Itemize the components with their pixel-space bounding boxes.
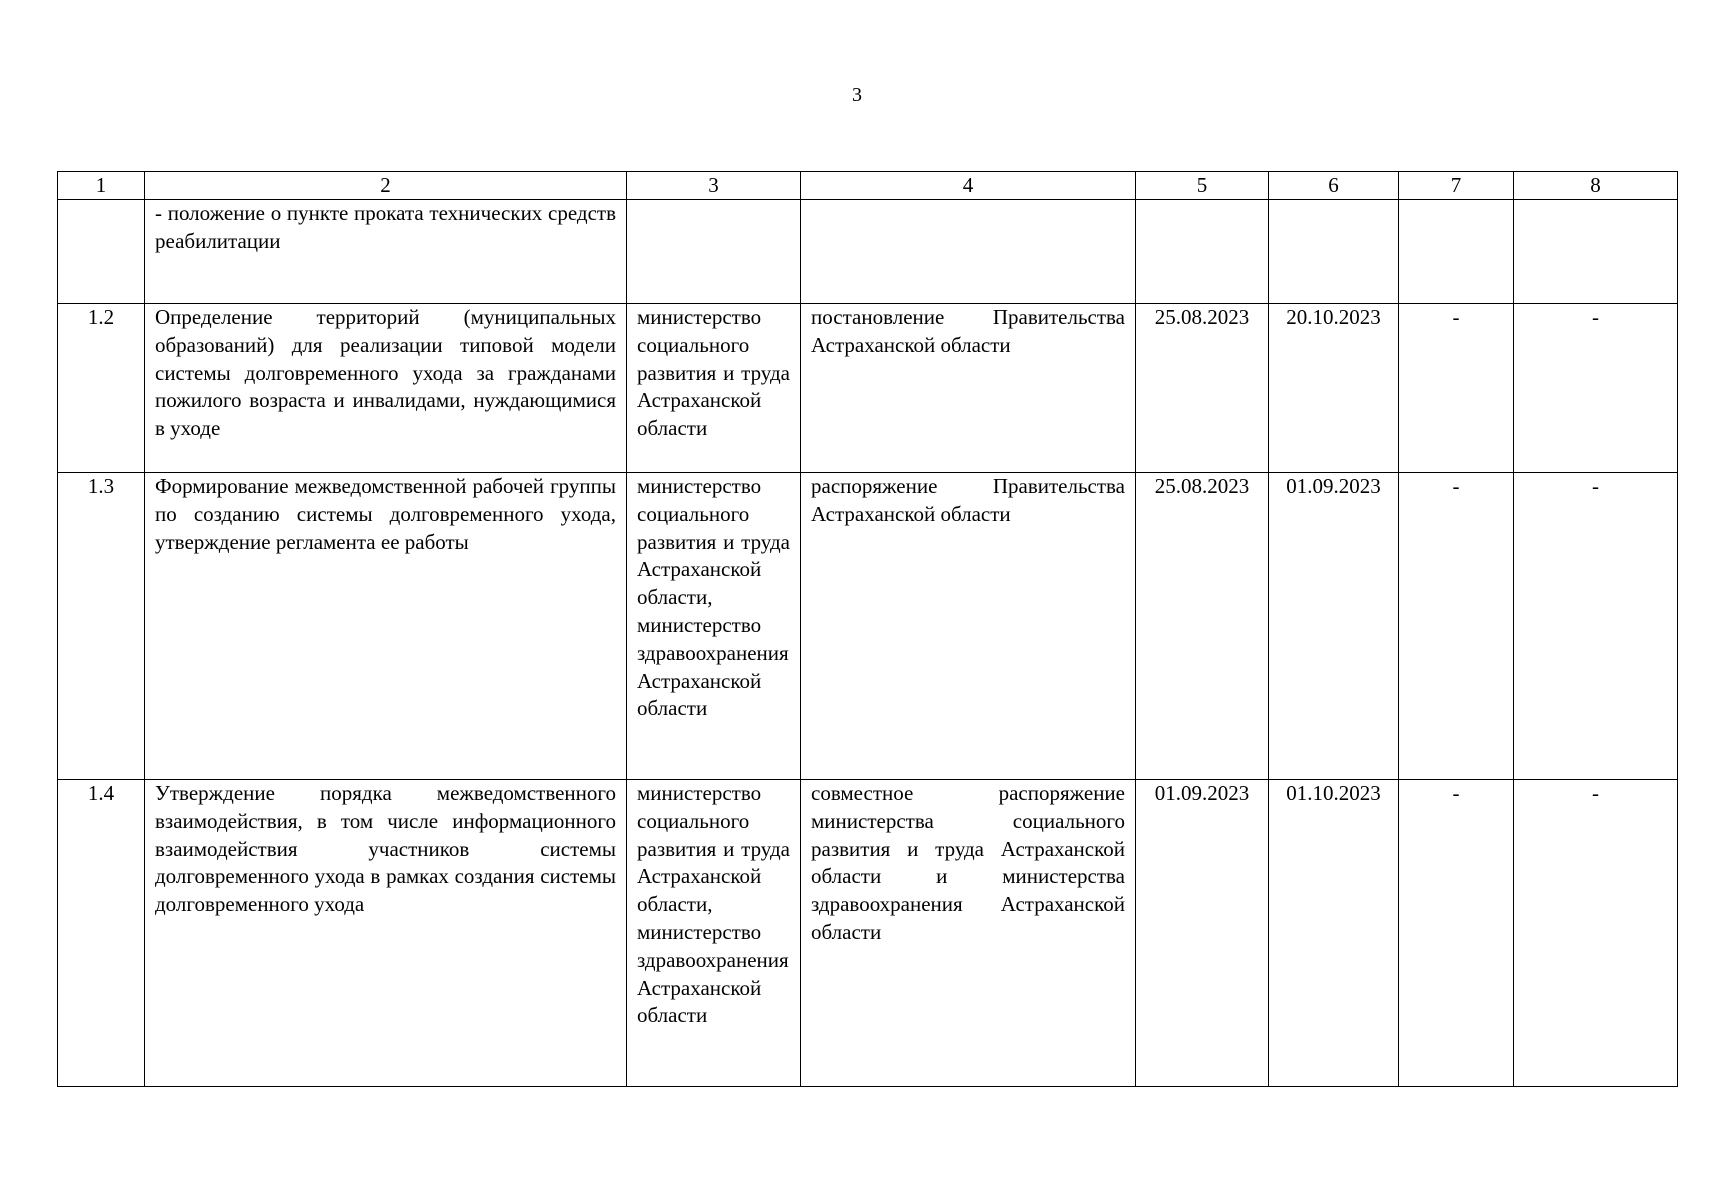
document-cell: [801, 200, 1136, 304]
start-date-cell: 01.09.2023: [1136, 780, 1269, 1087]
col8-cell: -: [1514, 304, 1678, 473]
table-row: [58, 473, 1678, 780]
responsible-cell: министерство социального развития и труда Астраханской области, министерство здравоохранения Астраханской области: [627, 473, 801, 780]
col7-cell: -: [1399, 473, 1514, 780]
col8-cell: -: [1514, 473, 1678, 780]
col7-cell: [1399, 200, 1514, 304]
header-col-8: 8: [1514, 172, 1678, 200]
row-number: 1.2: [58, 304, 145, 473]
header-row: [58, 172, 1678, 200]
table-row: [58, 780, 1678, 1087]
header-col-5: 5: [1136, 172, 1269, 200]
document-cell: распоряжение Правительства Астраханской области: [801, 473, 1136, 780]
document-cell: постановление Правительства Астраханской области: [801, 304, 1136, 473]
task-cell: Утверждение порядка межведомственного взаимодействия, в том числе информационного взаимодействия участников системы долговременного ухода в рамках создания системы долговременного ухода: [145, 780, 627, 1087]
header-col-3: 3: [627, 172, 801, 200]
col7-cell: -: [1399, 780, 1514, 1087]
row-number: [58, 200, 145, 304]
col7-cell: -: [1399, 304, 1514, 473]
header-col-4: 4: [801, 172, 1136, 200]
page-number: 3: [852, 84, 862, 106]
end-date-cell: [1269, 200, 1399, 304]
table-row: [58, 304, 1678, 473]
task-cell: - положение о пункте проката технических средств реабилитации: [145, 200, 627, 304]
col8-cell: [1514, 200, 1678, 304]
end-date-cell: 20.10.2023: [1269, 304, 1399, 473]
header-col-1: 1: [58, 172, 145, 200]
end-date-cell: 01.10.2023: [1269, 780, 1399, 1087]
start-date-cell: [1136, 200, 1269, 304]
row-number: 1.3: [58, 473, 145, 780]
responsible-cell: министерство социального развития и труда Астраханской области, министерство здравоохранения Астраханской области: [627, 780, 801, 1087]
start-date-cell: 25.08.2023: [1136, 304, 1269, 473]
header-col-7: 7: [1399, 172, 1514, 200]
task-cell: Формирование межведомственной рабочей группы по созданию системы долговременного ухода, утверждение регламента ее работы: [145, 473, 627, 780]
document-cell: совместное распоряжение министерства социального развития и труда Астраханской области и министерства здравоохранения Астраханской области: [801, 780, 1136, 1087]
table-row: [58, 200, 1678, 304]
start-date-cell: 25.08.2023: [1136, 473, 1269, 780]
col8-cell: -: [1514, 780, 1678, 1087]
header-col-2: 2: [145, 172, 627, 200]
task-cell: Определение территорий (муниципальных образований) для реализации типовой модели системы долговременного ухода за гражданами пожилого возраста и инвалидами, нуждающимися в уходе: [145, 304, 627, 473]
plan-table: [57, 171, 1678, 1087]
end-date-cell: 01.09.2023: [1269, 473, 1399, 780]
header-col-6: 6: [1269, 172, 1399, 200]
row-number: 1.4: [58, 780, 145, 1087]
responsible-cell: министерство социального развития и труда Астраханской области: [627, 304, 801, 473]
responsible-cell: [627, 200, 801, 304]
